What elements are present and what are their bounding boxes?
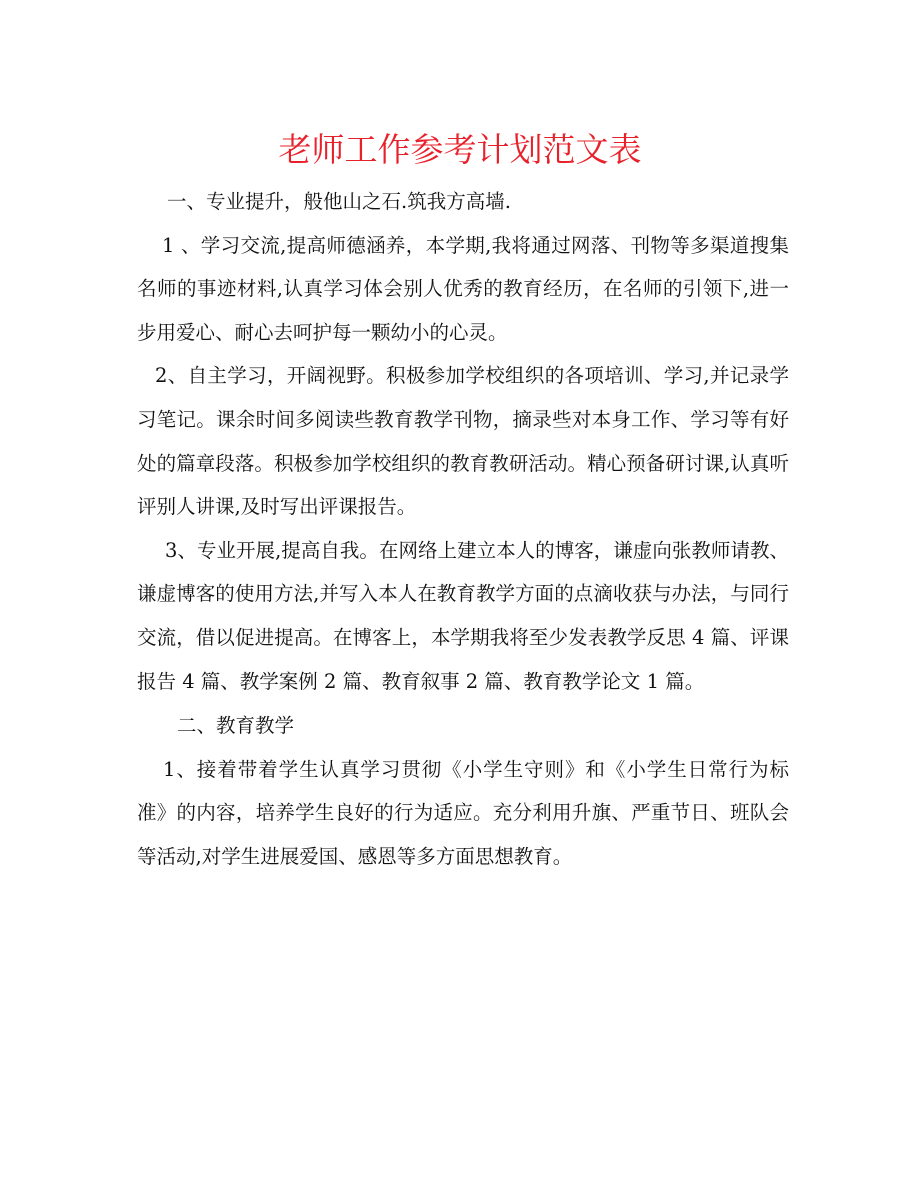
- section-1-paragraph-3: 3、专业开展,提高自我。在网络上建立本人的博客，谦虚向张教师请教、谦虚博客的使用方法,并写入本人在教育教学方面的点滴收获与办法，与同行交流，借以促进提高。在博客上，本学期我将至少发表教学反思 4 篇、评课报告 4 篇、教学案例 2 篇、教育叙事 2 篇、教育教学论文 1 篇。: [137, 538, 789, 693]
- section-2-paragraph-1: 1、接着带着学生认真学习贯彻《小学生守则》和《小学生日常行为标准》的内容，培养学生良好的行为适应。充分利用升旗、严重节日、班队会等活动,对学生进展爱国、感恩等多方面思想教育。: [137, 757, 789, 868]
- section-heading-1: 一、专业提升，般他山之石.筑我方高墙.: [167, 190, 511, 213]
- section-1-paragraph-1: 1 、学习交流,提高师德涵养，本学期,我将通过网落、刊物等多渠道搜集名师的事迹材料,认真学习体会别人优秀的教育经历，在名师的引领下,进一步用爱心、耐心去呵护每一颗幼小的心灵。: [137, 233, 789, 344]
- section-heading-2: 二、教育教学: [177, 714, 295, 738]
- document-body: [137, 180, 789, 879]
- section-1-paragraph-2: 2、自主学习，开阔视野。积极参加学校组织的各项培训、学习,并记录学习笔记。课余时间多阅读些教育教学刊物，摘录些对本身工作、学习等有好处的篇章段落。积极参加学校组织的教育教研活动。精心预备研讨课,认真听评别人讲课,及时写出评课报告。: [137, 364, 789, 519]
- document-title: 老师工作参考计划范文表: [278, 130, 642, 169]
